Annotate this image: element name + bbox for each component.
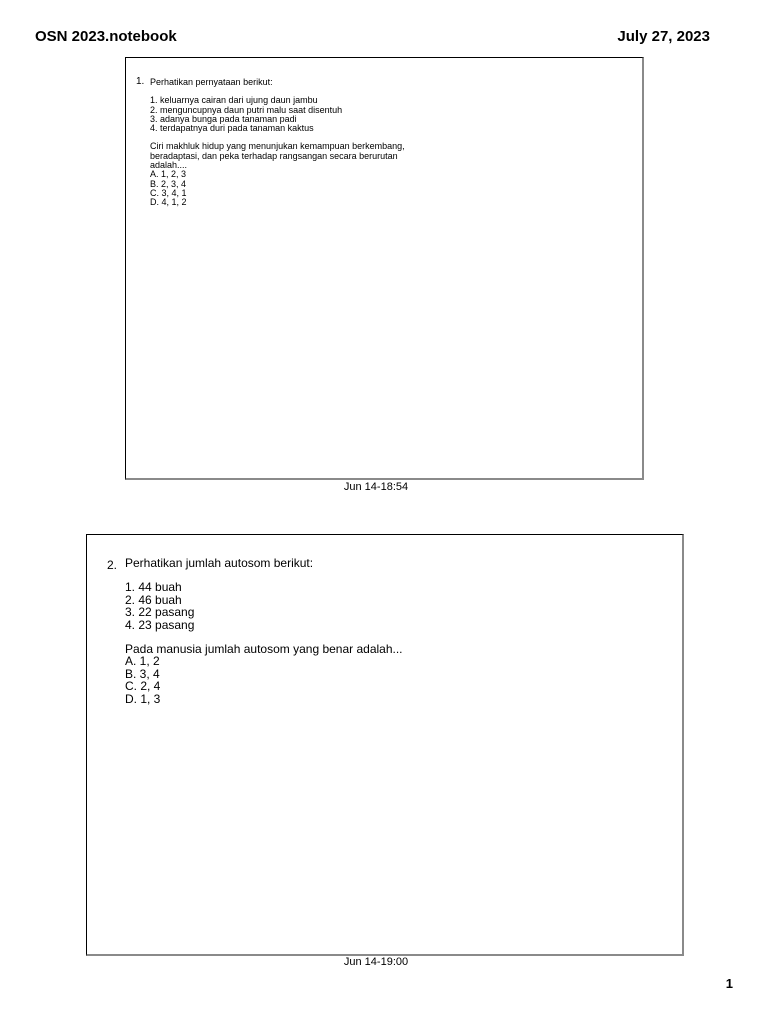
question-body bbox=[150, 78, 405, 208]
question-text-line: beradaptasi, dan peka terhadap rangsangan secara berurutan bbox=[150, 150, 398, 161]
question-text-line: adalah.... bbox=[150, 160, 188, 171]
statement-item: 3. 22 pasang bbox=[125, 605, 195, 620]
statement-item: 1. keluarnya cairan dari ujung daun jambu bbox=[150, 95, 318, 106]
statement-item: 3. adanya bunga pada tanaman padi bbox=[150, 113, 297, 124]
answer-option: D. 1, 3 bbox=[125, 691, 161, 706]
question-intro: Perhatikan jumlah autosom berikut: bbox=[125, 556, 314, 570]
notebook-date: July 27, 2023 bbox=[617, 28, 710, 45]
question-number: 2. bbox=[107, 558, 118, 572]
slide-timestamp: Jun 14-18:54 bbox=[343, 481, 409, 493]
answer-option: B. 3, 4 bbox=[125, 666, 160, 681]
question-text-line: Ciri makhluk hidup yang menunjukan kemampuan berkembang, bbox=[150, 141, 405, 152]
question-intro: Perhatikan pernyataan berikut: bbox=[150, 77, 273, 87]
answer-option: D. 4, 1, 2 bbox=[150, 197, 187, 208]
statement-item: 4. terdapatnya duri pada tanaman kaktus bbox=[150, 123, 314, 134]
question-body bbox=[125, 557, 403, 705]
page-number: 1 bbox=[725, 976, 733, 991]
slide-timestamp: Jun 14-19:00 bbox=[343, 956, 409, 968]
question-text-line: Pada manusia jumlah autosom yang benar adalah... bbox=[125, 642, 403, 657]
notebook-title: OSN 2023.notebook bbox=[35, 28, 177, 45]
answer-option: C. 2, 4 bbox=[125, 679, 161, 694]
slide-2 bbox=[86, 534, 684, 956]
statement-item: 2. 46 buah bbox=[125, 592, 182, 607]
statement-item: 1. 44 buah bbox=[125, 580, 182, 595]
statement-item: 2. menguncupnya daun putri malu saat disentuh bbox=[150, 104, 343, 115]
answer-option: A. 1, 2, 3 bbox=[150, 169, 187, 180]
question-number: 1. bbox=[136, 76, 145, 87]
statement-item: 4. 23 pasang bbox=[125, 617, 195, 632]
answer-option: C. 3, 4, 1 bbox=[150, 187, 187, 198]
slide-1 bbox=[125, 57, 644, 480]
answer-option: A. 1, 2 bbox=[125, 654, 160, 669]
answer-option: B. 2, 3, 4 bbox=[150, 178, 187, 189]
